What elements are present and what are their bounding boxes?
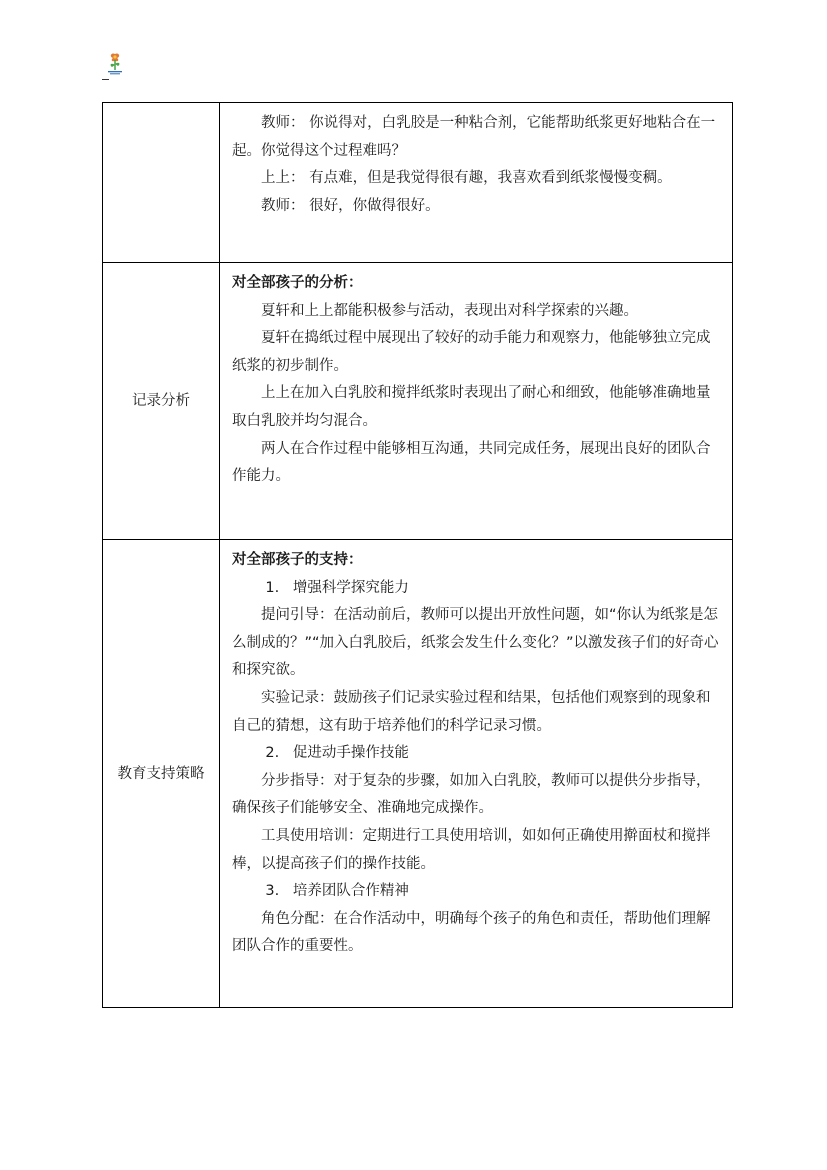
row-label-record-analysis: 记录分析 xyxy=(103,263,220,540)
section-number: 3. xyxy=(265,883,280,900)
row-label xyxy=(103,103,220,263)
section-title-text: 促进动手操作技能 xyxy=(292,745,409,762)
section-number: 2. xyxy=(265,745,280,762)
analysis-heading: 对全部孩子的分析： xyxy=(232,275,363,291)
support-paragraph: 工具使用培训：定期进行工具使用培训，如如何正确使用擀面杖和搅拌棒，以提高孩子们的操作技能。 xyxy=(232,827,711,872)
table-row xyxy=(103,263,733,540)
support-paragraph: 分步指导：对于复杂的步骤，如加入白乳胶，教师可以提供分步指导，确保孩子们能够安全、准确地完成操作。 xyxy=(232,772,711,817)
header-rule xyxy=(102,79,109,80)
section-title xyxy=(232,575,720,603)
table-row xyxy=(103,103,733,263)
analysis-paragraph: 夏轩在捣纸过程中展现出了较好的动手能力和观察力，他能够独立完成纸浆的初步制作。 xyxy=(232,330,711,374)
record-table xyxy=(102,102,733,1008)
support-cell xyxy=(220,540,733,1008)
section-title-text: 培养团队合作精神 xyxy=(292,883,409,900)
section-title xyxy=(232,878,720,906)
analysis-paragraph: 夏轩和上上都能积极参与活动，表现出对科学探索的兴趣。 xyxy=(261,302,638,319)
row-label-education-support: 教育支持策略 xyxy=(103,540,220,1008)
support-paragraph: 角色分配：在合作活动中，明确每个孩子的角色和责任，帮助他们理解团队合作的重要性。 xyxy=(232,910,711,955)
section-number: 1. xyxy=(265,579,280,596)
support-paragraph: 提问引导：在活动前后，教师可以提出开放性问题，如“你认为纸浆是怎么制成的？”“加入白乳胶后，纸浆会发生什么变化？”以激发孩子们的好奇心和探究欲。 xyxy=(232,607,719,679)
dialogue-cell xyxy=(220,103,733,263)
dialogue-line: 教师： 你说得对，白乳胶是一种粘合剂，它能帮助纸浆更好地粘合在一起。你觉得这个过程难吗？ xyxy=(232,115,716,159)
analysis-cell xyxy=(220,263,733,540)
section-title-text: 增强科学探究能力 xyxy=(292,579,409,596)
table-row xyxy=(103,540,733,1008)
analysis-paragraph: 两人在合作过程中能够相互沟通，共同完成任务，展现出良好的团队合作能力。 xyxy=(232,440,711,485)
analysis-paragraph: 上上在加入白乳胶和搅拌纸浆时表现出了耐心和细致，他能够准确地量取白乳胶并均匀混合。 xyxy=(232,385,711,429)
section-title xyxy=(232,740,720,768)
support-heading: 对全部孩子的支持： xyxy=(232,552,363,568)
dialogue-line: 教师： 很好，你做得很好。 xyxy=(261,197,440,214)
support-paragraph: 实验记录：鼓励孩子们记录实验过程和结果，包括他们观察到的现象和自己的猜想，这有助于培养他们的科学记录习惯。 xyxy=(232,689,711,734)
dialogue-line: 上上： 有点难，但是我觉得很有趣，我喜欢看到纸浆慢慢变稠。 xyxy=(261,170,672,187)
kindergarten-flower-logo-icon xyxy=(104,50,126,76)
